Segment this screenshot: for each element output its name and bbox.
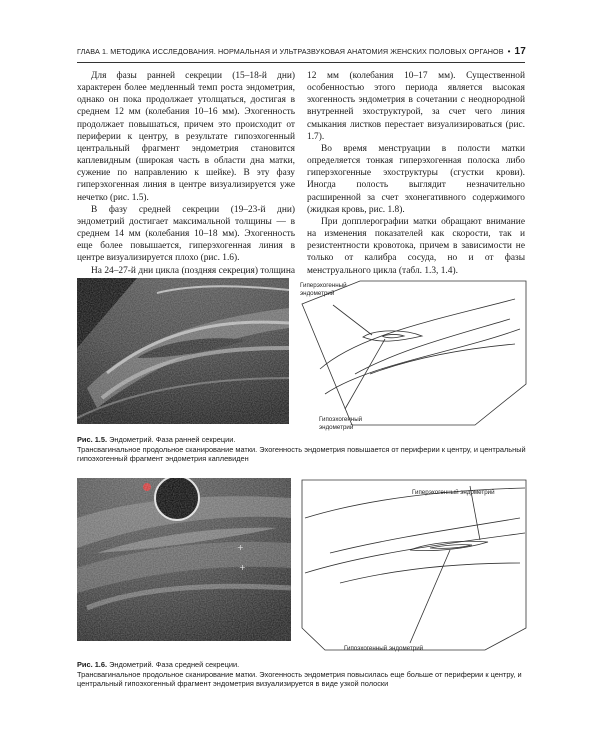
- figure-caption-1-6: [77, 660, 527, 689]
- ultrasound-image-fig-1-6: [77, 478, 291, 641]
- right-text-column: [307, 70, 525, 277]
- label-hypoechoic-endometrium: Гипоэхогенный эндометрий: [344, 645, 424, 652]
- caption-number: Рис. 1.5.: [77, 435, 108, 444]
- paragraph: Во время менструации в полости матки определяется тонкая гиперэхогенная полоска либо гиперэхогенные эхоструктуры (сгустки крови). Иногда полость выглядит незначительно расширенной за счет эхонегативного содержимого (жидкая кровь, рис. 1.8).: [307, 143, 525, 215]
- caption-title: Эндометрий. Фаза средней секреции.: [109, 660, 240, 669]
- running-title: ГЛАВА 1. МЕТОДИКА ИССЛЕДОВАНИЯ. НОРМАЛЬНАЯ И УЛЬТРАЗВУКОВАЯ АНАТОМИЯ ЖЕНСКИХ ПОЛОВЫХ ОРГАНОВ: [77, 47, 504, 56]
- schematic-fig-1-6: [300, 478, 527, 653]
- left-text-column: [77, 70, 295, 289]
- paragraph: На 24–27-й дни цикла (поздняя секреция) толщина: [91, 265, 295, 276]
- schematic-fig-1-5: [300, 279, 527, 427]
- paragraph: 12 мм (колебания 10–17 мм). Существенной особенностью этого периода является высокая эхогенность эндометрия в сочетании с неоднородной внутренней эхоструктурой, за счет чего линия смыкания листков перестает визуализироваться (рис. 1.7).: [307, 71, 525, 142]
- caption-number: Рис. 1.6.: [77, 660, 108, 669]
- paragraph: Для фазы ранней секреции (15–18-й дни) характерен более медленный темп роста эндометрия, однако он пока продолжает утолщаться, достигая в среднем 12 мм (колебания 10–16 мм). Эхогенность продолжает повышаться, причем это происходит от периферии к центру, в результате гипоэхогенный центральный фрагмент эндометрия становится каплевидным (широкая часть в области дна матки, сужение по направлению к шейке). В эту фазу гиперэхогенная линия в центре визуализируется уже нечетко (рис. 1.5).: [77, 71, 295, 203]
- ultrasound-image-fig-1-5: [77, 278, 289, 424]
- label-hyperechoic-endometrium: Гиперэхогенный эндометрий: [412, 489, 495, 496]
- caption-text: Трансвагинальное продольное сканирование матки. Эхогенность эндометрия повышается от периферии к центру, и центральный гипоэхогенный фрагмент эндометрия каплевиден: [77, 444, 526, 464]
- caption-text: Трансвагинальное продольное сканирование матки. Эхогенность эндометрия повысилась еще больше от периферии к центру, и центральный гипоэхогенный фрагмент эндометрия визуализируется в виде узкой полоски: [77, 669, 522, 689]
- figure-caption-1-5: [77, 435, 527, 464]
- running-header: [77, 46, 525, 63]
- label-hyperechoic-endometrium: Гиперэхогенный эндометрий: [300, 282, 347, 297]
- paragraph: При допплерографии матки обращают внимание на изменения показателей как скорости, так и резистентности кровотока, причем в зависимости не только от калибра сосуда, но и от фазы менструального цикла (табл. 1.3, 1.4).: [307, 216, 525, 276]
- paragraph: В фазу средней секреции (19–23-й дни) эндометрий достигает максимальной толщины — в среднем 14 мм (колебания 10–18 мм). Эхогенность еще более повышается, гиперэхогенная линия в центре визуализируется плохо (рис. 1.6).: [77, 204, 295, 264]
- page-number: 17: [514, 46, 526, 57]
- header-bullet: •: [507, 47, 511, 56]
- label-hypoechoic-endometrium: Гипоэхогенный эндометрий: [319, 416, 363, 431]
- caption-title: Эндометрий. Фаза ранней секреции.: [109, 435, 236, 444]
